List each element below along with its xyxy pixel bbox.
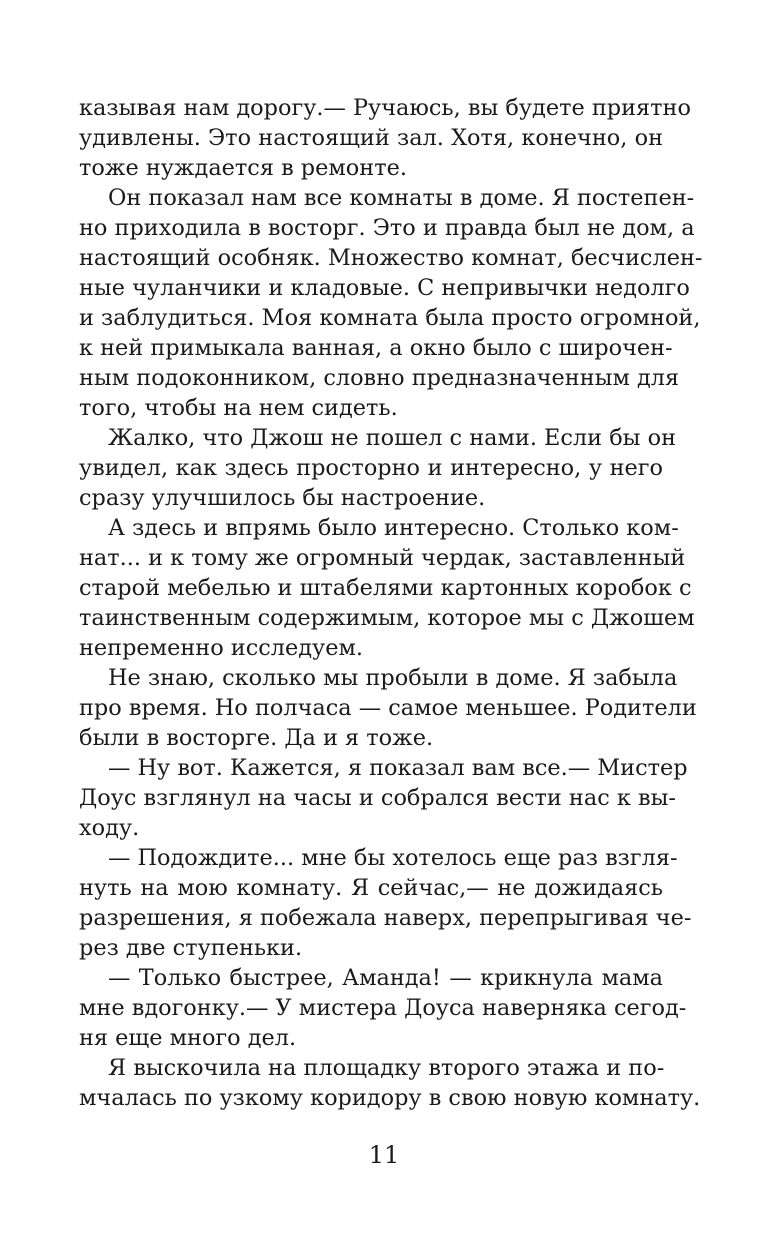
paragraph-7 [79, 843, 692, 963]
text-line: Не знаю, сколько мы пробыли в доме. Я забыла [108, 665, 678, 691]
text-line: про время. Но полчаса — самое меньшее. Родители [79, 695, 697, 721]
page-number: 11 [368, 1141, 400, 1169]
paragraph-1 [79, 93, 691, 183]
body-text [79, 93, 703, 1113]
text-line: Я выскочила на площадку второго этажа и по- [108, 1055, 665, 1081]
text-line: непременно исследуем. [79, 635, 364, 661]
text-line: увидел, как здесь просторно и интересно, у него [79, 455, 663, 481]
text-line: удивлены. Это настоящий зал. Хотя, конечно, он [79, 125, 663, 151]
text-line: Жалко, что Джош не пошел с нами. Если бы он [108, 425, 677, 451]
text-line: тоже нуждается в ремонте. [79, 155, 407, 181]
text-line: нат... и к тому же огромный чердак, заставленный [79, 545, 686, 571]
text-line: — Только быстрее, Аманда! — крикнула мама [108, 965, 663, 991]
text-line: были в восторге. Да и я тоже. [79, 725, 434, 751]
text-line: ня еще много дел. [79, 1025, 297, 1051]
text-line: разрешения, я побежала наверх, перепрыгивая че- [79, 905, 692, 931]
text-line: но приходила в восторг. Это и правда был не дом, а [79, 215, 695, 241]
text-line: казывая нам дорогу.— Ручаюсь, вы будете приятно [79, 95, 691, 121]
paragraph-8 [79, 963, 687, 1053]
text-line: к ней примыкала ванная, а окно было с широчен- [79, 335, 673, 361]
text-line: А здесь и впрямь было интересно. Столько ком- [108, 515, 679, 541]
text-line: мне вдогонку.— У мистера Доуса наверняка сегод- [79, 995, 687, 1021]
text-line: старой мебелью и штабелями картонных коробок с [79, 575, 692, 601]
text-line: рез две ступеньки. [79, 935, 303, 961]
paragraph-5 [79, 663, 697, 753]
paragraph-3 [79, 423, 677, 513]
text-line: настоящий особняк. Множество комнат, бесчислен- [79, 245, 703, 271]
text-line: — Ну вот. Кажется, я показал вам все.— Мистер [108, 755, 688, 781]
text-line: того, чтобы на нем сидеть. [79, 395, 398, 421]
paragraph-4 [79, 513, 695, 663]
text-line: Он показал нам все комнаты в доме. Я постепен- [108, 185, 695, 211]
text-line: нуть на мою комнату. Я сейчас,— не дожидаясь [79, 875, 663, 901]
text-line: сразу улучшилось бы настроение. [79, 485, 486, 511]
paragraph-6 [79, 753, 688, 843]
text-line: Доус взглянул на часы и собрался вести нас к вы- [79, 785, 676, 811]
text-line: — Подождите... мне бы хотелось еще раз взгля- [108, 845, 678, 871]
text-line: ным подоконником, словно предназначенным для [79, 365, 680, 391]
text-line: мчалась по узкому коридору в свою новую комнату. [79, 1085, 701, 1111]
text-line: ные чуланчики и кладовые. С непривычки недолго [79, 275, 690, 301]
paragraph-2 [79, 183, 703, 423]
text-line: таинственным содержимым, которое мы с Джошем [79, 605, 695, 631]
text-line: и заблудиться. Моя комната была просто огромной, [79, 305, 701, 331]
text-line: ходу. [79, 815, 140, 841]
paragraph-9 [79, 1053, 701, 1113]
